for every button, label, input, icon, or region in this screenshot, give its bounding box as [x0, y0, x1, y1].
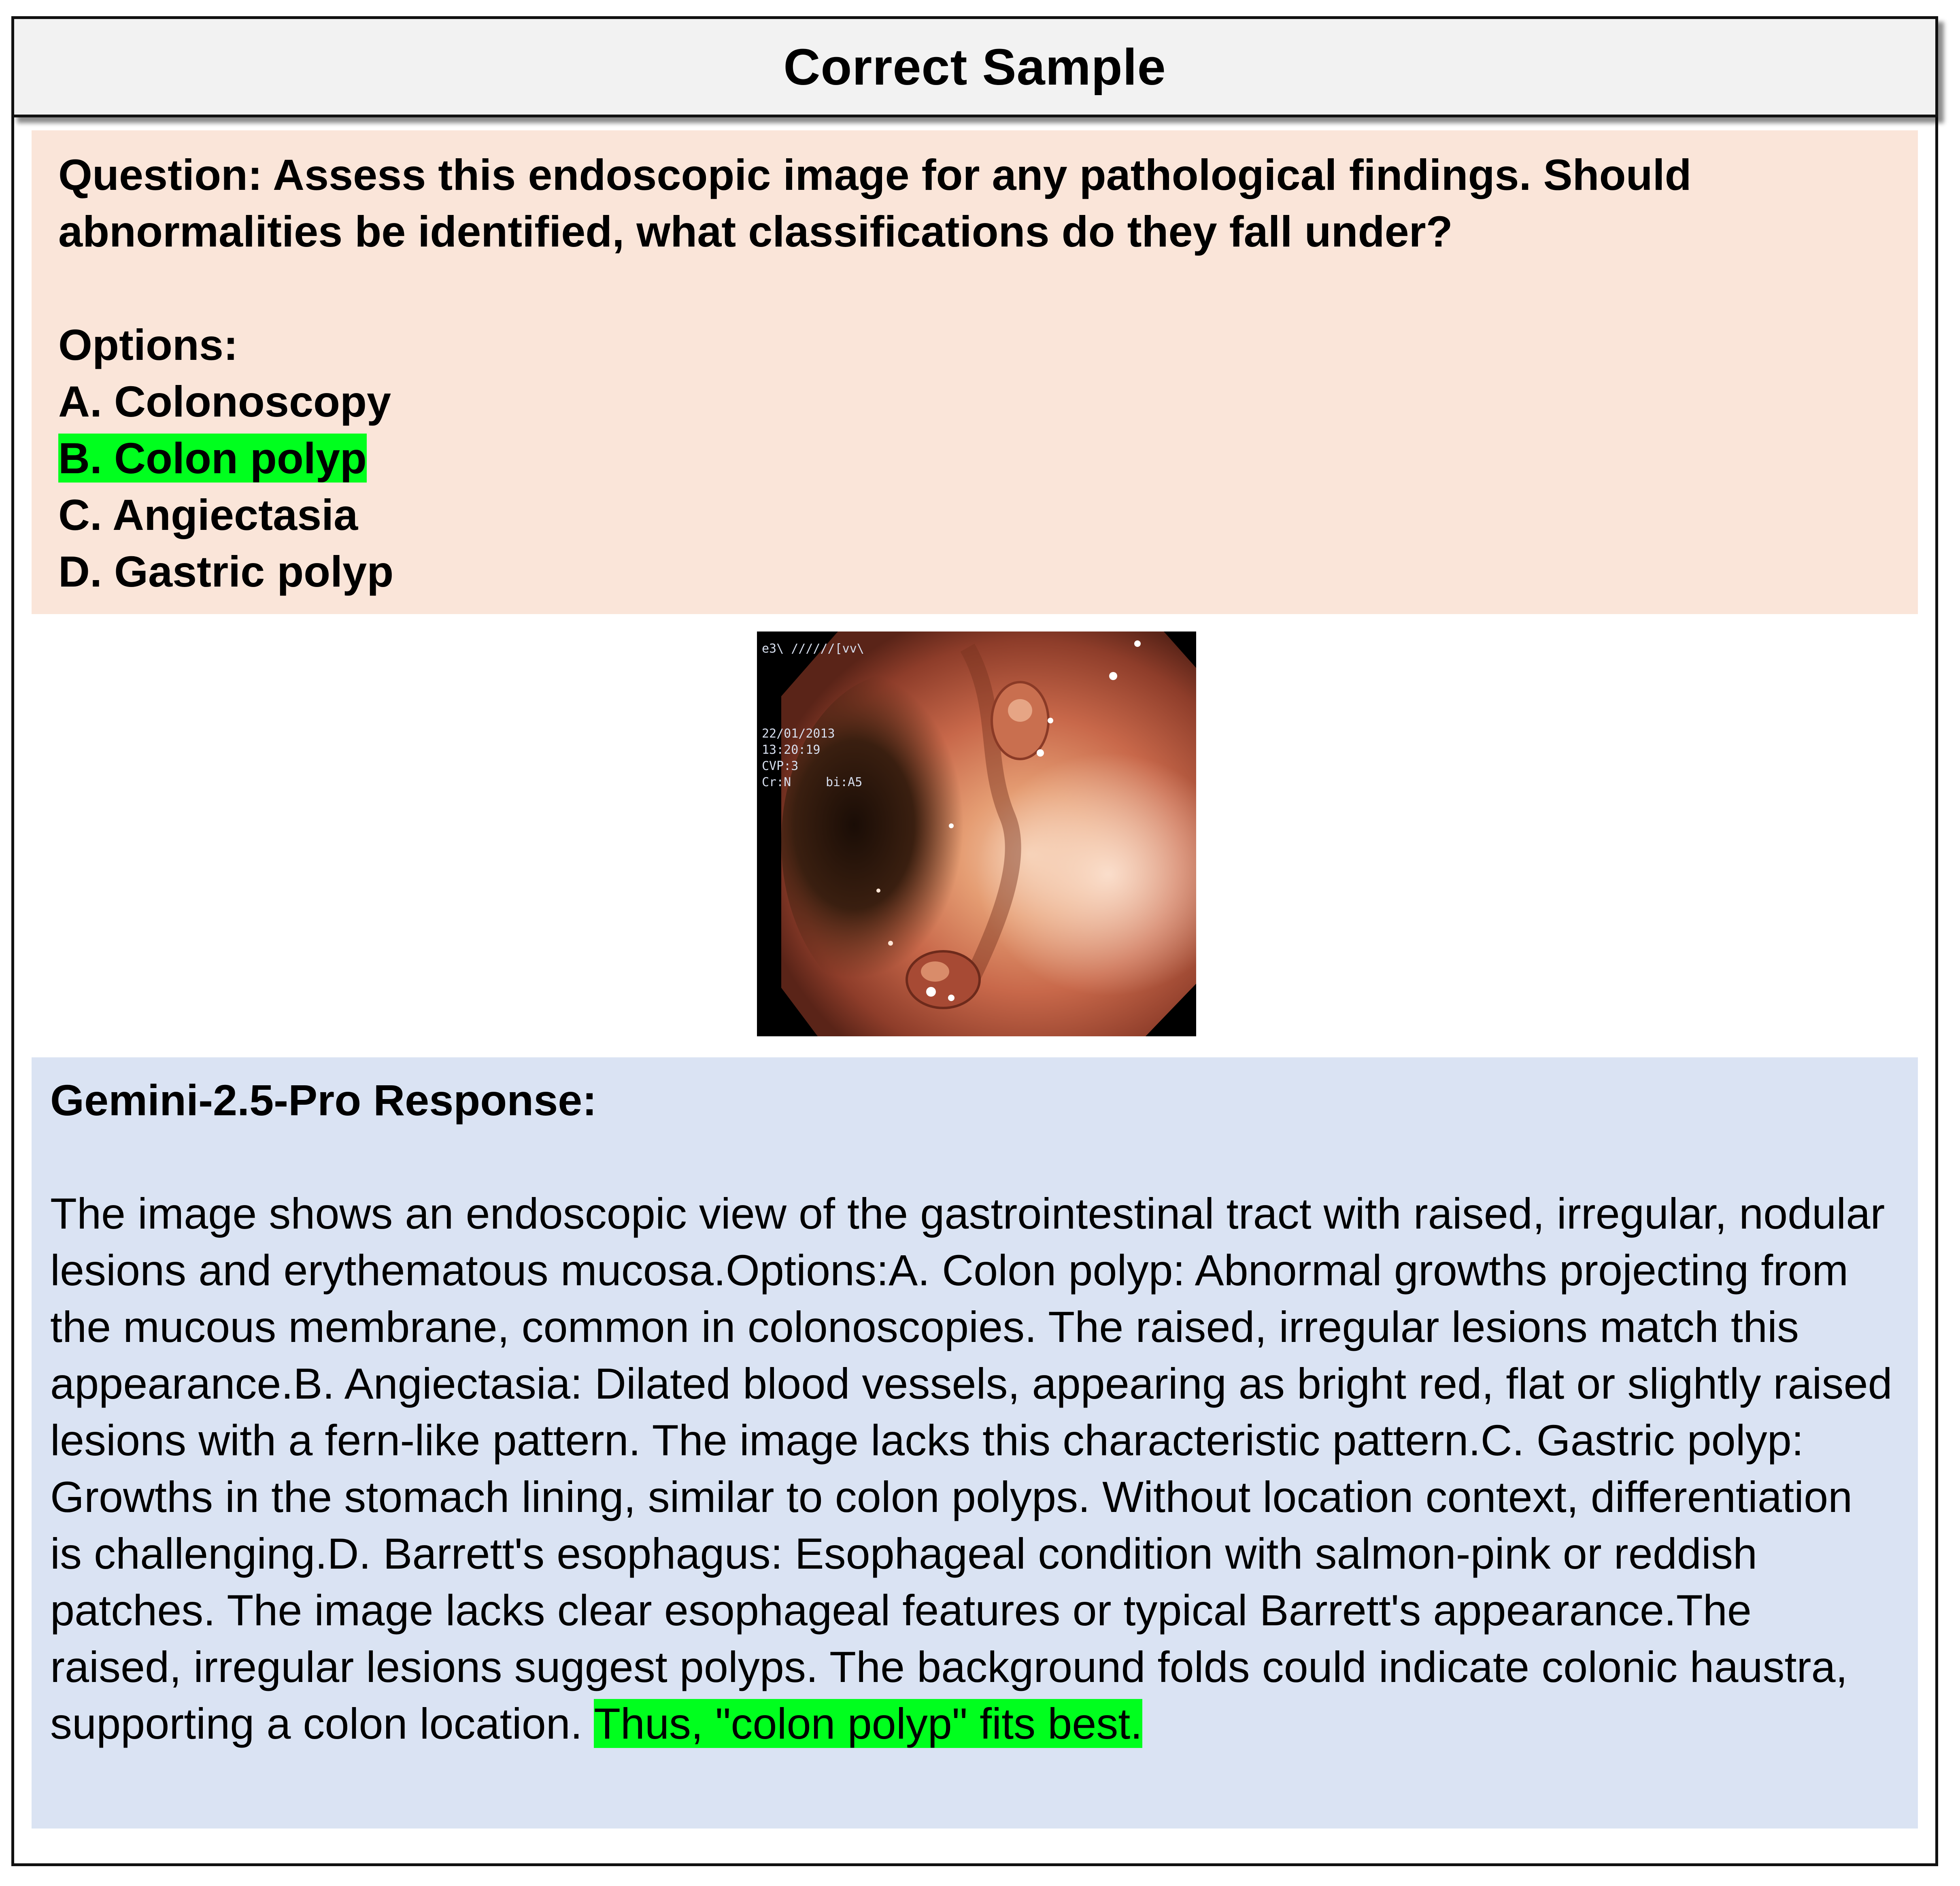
option-b-text-highlighted: B. Colon polyp — [58, 434, 367, 483]
response-body — [50, 1185, 1894, 1752]
overlay-cr: Cr:N — [762, 775, 791, 789]
response-panel — [32, 1057, 1918, 1829]
header-title: Correct Sample — [783, 38, 1166, 96]
response-conclusion-highlighted: Thus, "colon polyp" fits best. — [593, 1699, 1143, 1748]
overlay-date: 22/01/2013 — [762, 727, 835, 741]
option-c-text: C. Angiectasia — [58, 490, 358, 539]
option-a — [58, 373, 1892, 430]
question-panel — [32, 130, 1918, 614]
response-body-text: The image shows an endoscopic view of the gastrointestinal tract with raised, irregular, nodular lesions and erythematous mucosa.Options:A. Colon polyp: Abnormal growths projecting from the mucous membrane, common in colonoscopies. The raised, irregular lesions match this appearance.B. Angiectasia: Dilated blood vessels, appearing as bright red, flat or slightly raised lesions with a fern-like pattern. The image lacks this characteristic pattern.C. Gastric polyp: Growths in the stomach lining, similar to colon polyps. Without location context, differentiation is challenging.D. Barrett's esophagus: Esophageal condition with salmon-pink or reddish patches. The image lacks clear esophageal features or typical Barrett's appearance.The raised, irregular lesions suggest polyps. The background folds could indicate colonic haustra, supporting a colon location. — [50, 1189, 1892, 1748]
option-c — [58, 487, 1892, 543]
response-title: Gemini-2.5-Pro Response: — [50, 1076, 597, 1125]
overlay-cvp: CVP:3 — [762, 759, 799, 773]
option-b — [58, 430, 1892, 487]
overlay-time: 13:20:19 — [762, 743, 821, 757]
endoscopy-image — [757, 632, 1196, 1036]
overlay-line1: e3\ //////[vv\ — [762, 642, 864, 656]
question-text: Question: Assess this endoscopic image for any pathological findings. Should abnormalities be identified, what classifications do they fall under? — [58, 150, 1692, 256]
option-d — [58, 543, 1892, 600]
header-bar — [11, 16, 1938, 117]
endoscopy-image-drawing — [757, 632, 1196, 1036]
options-list — [58, 317, 1892, 600]
options-label: Options: — [58, 320, 238, 369]
option-d-text: D. Gastric polyp — [58, 547, 394, 596]
option-a-text: A. Colonoscopy — [58, 377, 391, 426]
overlay-bi: bi:A5 — [826, 775, 863, 789]
